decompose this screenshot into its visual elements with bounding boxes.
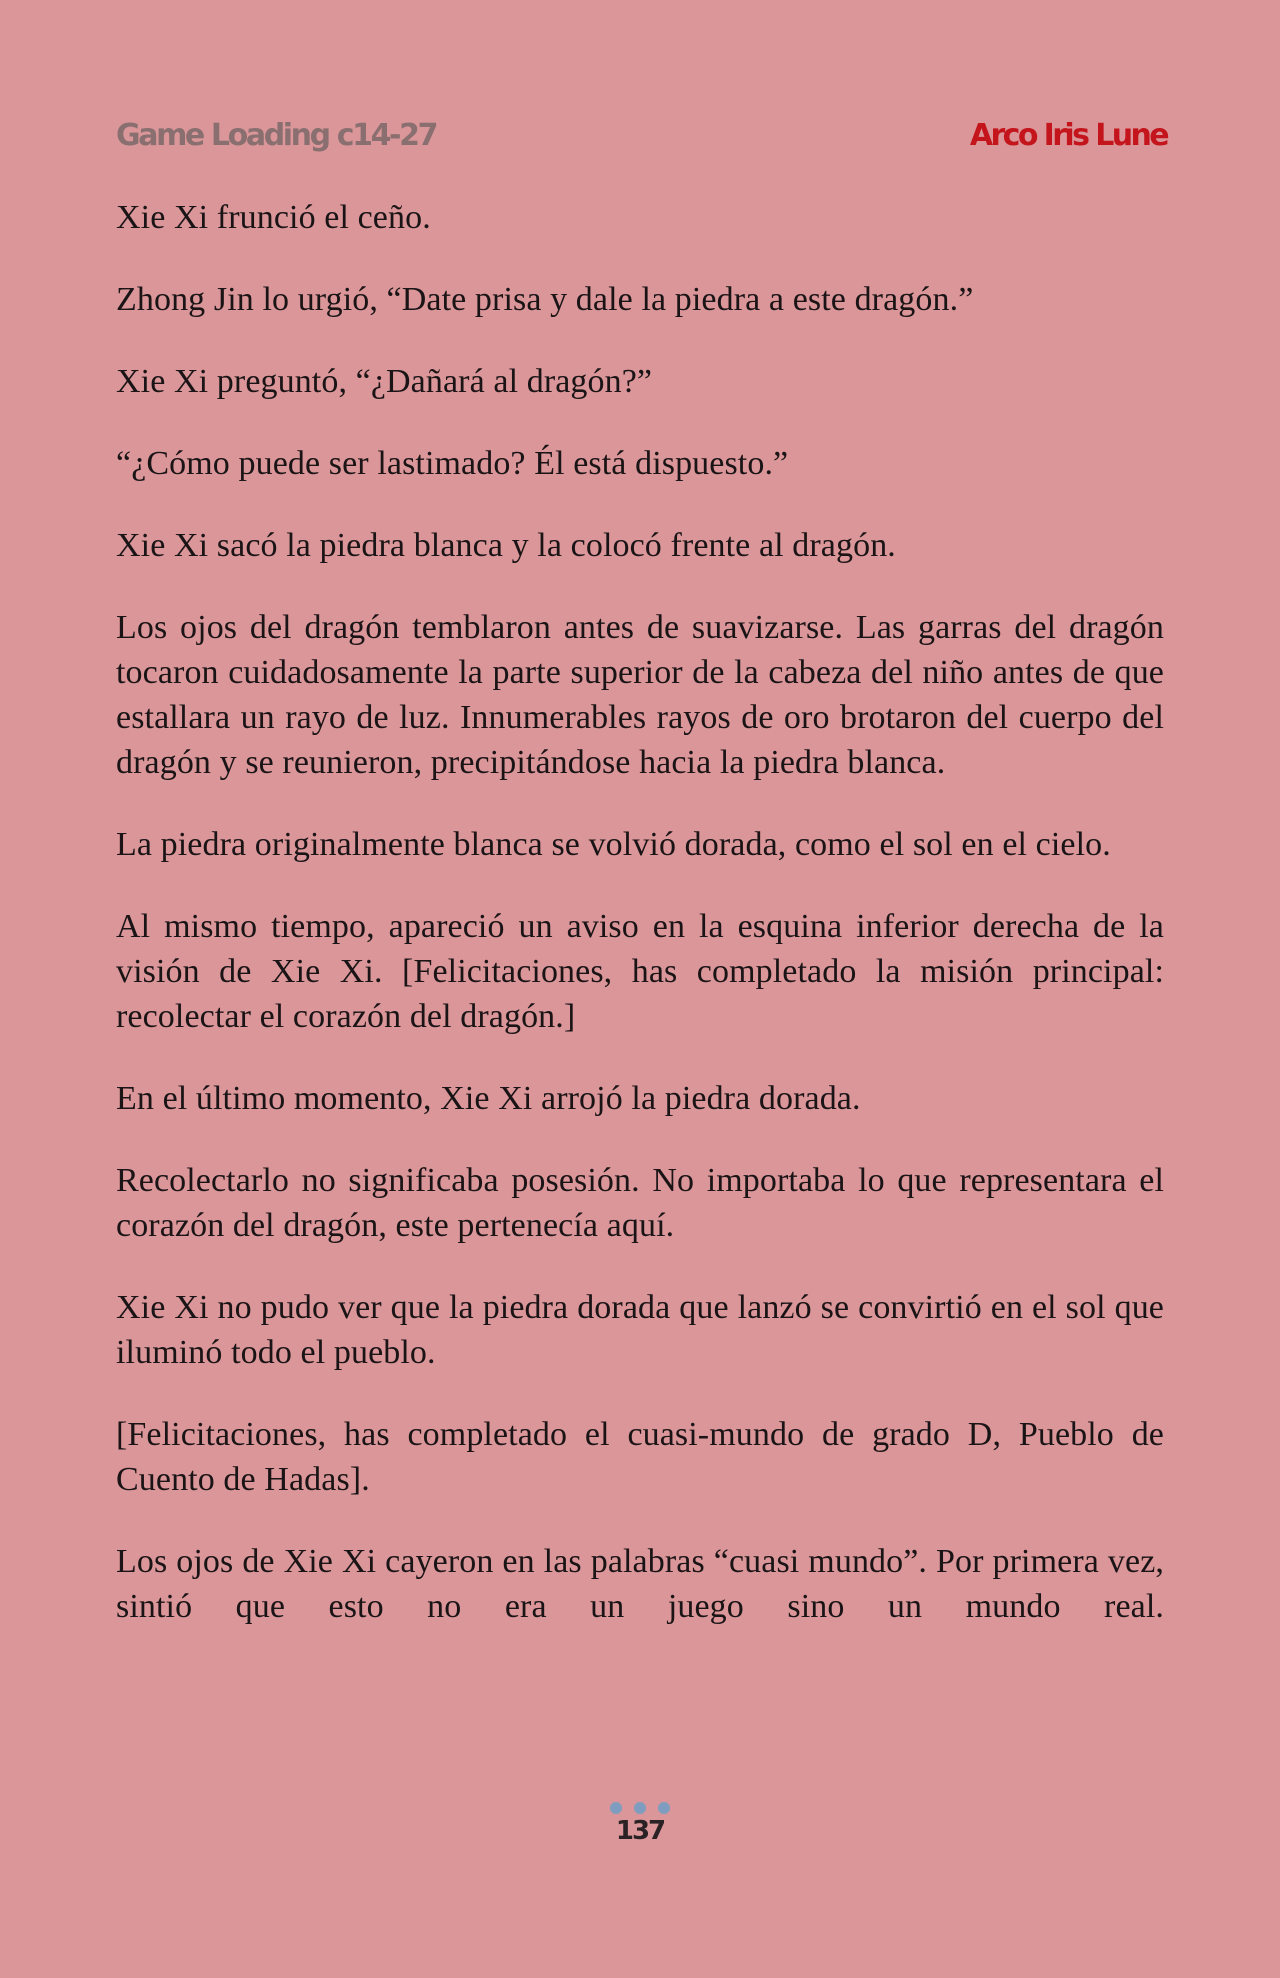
paragraph: Los ojos de Xie Xi cayeron en las palabras “cuasi mundo”. Por primera vez, sintió que esto no era un juego sino un mundo real. bbox=[116, 1543, 1164, 1625]
header-book-title: Game Loading c14-27 bbox=[116, 118, 437, 153]
ornament-dots bbox=[0, 1802, 1280, 1814]
paragraph: [Felicitaciones, has completado el cuasi-mundo de grado D, Pueblo de Cuento de Hadas]. bbox=[116, 1416, 1164, 1498]
dot-icon bbox=[658, 1802, 670, 1814]
paragraph: La piedra originalmente blanca se volvió dorada, como el sol en el cielo. bbox=[116, 826, 1111, 863]
paragraph: Recolectarlo no significaba posesión. No importaba lo que representara el corazón del dragón, este pertenecía aquí. bbox=[116, 1162, 1164, 1244]
page-body bbox=[116, 195, 1164, 1666]
page-footer bbox=[0, 1802, 1280, 1846]
paragraph: Xie Xi sacó la piedra blanca y la colocó frente al dragón. bbox=[116, 527, 896, 564]
paragraph: “¿Cómo puede ser lastimado? Él está dispuesto.” bbox=[116, 445, 789, 482]
dot-icon bbox=[610, 1802, 622, 1814]
paragraph: Xie Xi no pudo ver que la piedra dorada que lanzó se convirtió en el sol que iluminó todo el pueblo. bbox=[116, 1289, 1164, 1371]
paragraph: Xie Xi frunció el ceño. bbox=[116, 199, 431, 236]
paragraph: Al mismo tiempo, apareció un aviso en la esquina inferior derecha de la visión de Xie Xi. [Felicitaciones, has completado la misión principal: recolectar el corazón del dragón.] bbox=[116, 908, 1164, 1035]
paragraph: Los ojos del dragón temblaron antes de suavizarse. Las garras del dragón tocaron cuidadosamente la parte superior de la cabeza del niño antes de que estallara un rayo de luz. Innumerables rayos de oro brotaron del cuerpo del dragón y se reunieron, precipitándose hacia la piedra blanca. bbox=[116, 609, 1164, 781]
paragraph: Zhong Jin lo urgió, “Date prisa y dale la piedra a este dragón.” bbox=[116, 281, 974, 318]
paragraph: En el último momento, Xie Xi arrojó la piedra dorada. bbox=[116, 1080, 861, 1117]
header-translator: Arco Iris Lune bbox=[969, 118, 1167, 153]
page-number: 137 bbox=[615, 1816, 665, 1846]
dot-icon bbox=[634, 1802, 646, 1814]
paragraph: Xie Xi preguntó, “¿Dañará al dragón?” bbox=[116, 363, 653, 400]
